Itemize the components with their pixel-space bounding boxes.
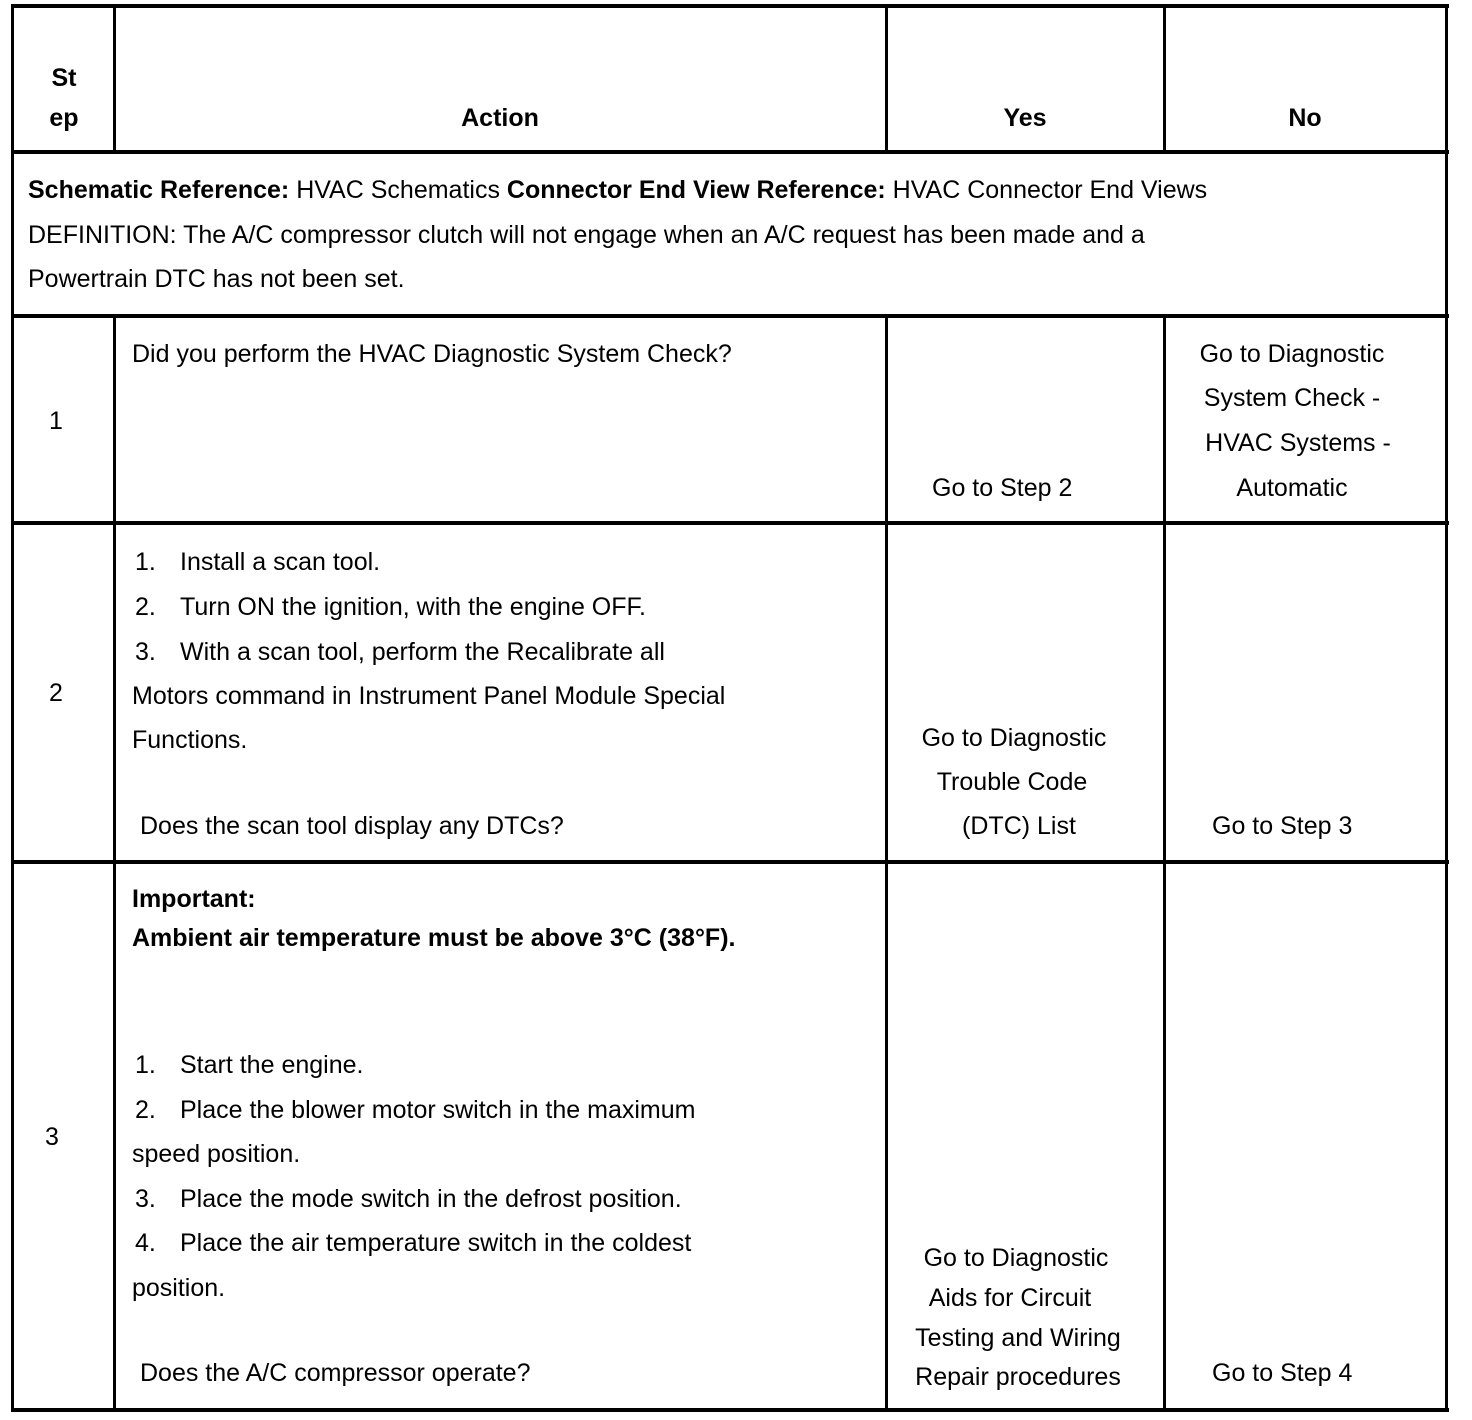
reference-divider [11,314,1449,318]
action-question: Does the A/C compressor operate? [140,1359,531,1387]
no-go-to-step-4-link[interactable]: Go to Step 4 [1212,1359,1353,1387]
no-go-to-step-3-link[interactable]: Go to Step 3 [1212,812,1353,840]
header-yes: Yes [1003,104,1047,132]
yes-line: Trouble Code [936,768,1088,796]
no-line: Go to Diagnostic [1199,340,1385,368]
list-item-number: 4. [135,1229,156,1257]
row-1-divider [11,521,1449,525]
list-item-text: Turn ON the ignition, with the engine OFF. [180,593,646,621]
column-divider-step-body [113,316,116,1412]
list-item-text: Start the engine. [180,1051,364,1079]
list-item-continuation: Functions. [132,726,248,754]
list-item-text: With a scan tool, perform the Recalibrate all [180,638,665,666]
header-no: No [1288,104,1322,132]
action-question: Did you perform the HVAC Diagnostic System Check? [132,340,732,368]
list-item-number: 3. [135,1185,156,1213]
yes-line: Aids for Circuit [928,1284,1092,1312]
connector-reference-link[interactable]: HVAC Connector End Views [892,176,1208,204]
yes-line: (DTC) List [962,812,1076,840]
column-divider-action-body [885,316,888,1412]
schematic-reference-link[interactable]: HVAC Schematics [296,176,500,204]
table-border-right [1445,4,1448,1412]
list-item-number: 2. [135,1096,156,1124]
no-line: HVAC Systems - [1205,429,1391,457]
table-border-top [11,4,1449,8]
list-item-continuation: Motors command in Instrument Panel Module Special [132,682,726,710]
list-item-text: Place the mode switch in the defrost position. [180,1185,682,1213]
definition-line-2: Powertrain DTC has not been set. [28,265,405,293]
step-number: 1 [49,407,63,435]
header-step-line2: ep [49,104,79,132]
definition-line-1: DEFINITION: The A/C compressor clutch will not engage when an A/C request has been made and a [28,221,1145,249]
yes-line: Go to Diagnostic [923,1244,1109,1272]
header-divider [11,150,1449,154]
no-line: Automatic [1236,474,1348,502]
list-item-number: 2. [135,593,156,621]
list-item-number: 1. [135,548,156,576]
reference-line [28,175,1207,205]
schematic-reference-label: Schematic Reference: [28,176,290,204]
step-number: 3 [45,1123,59,1151]
row-2-divider [11,860,1449,864]
header-step-line1: St [51,64,77,92]
list-item-continuation: position. [132,1274,226,1302]
table-border-left [11,4,14,1412]
list-item-text: Install a scan tool. [180,548,381,576]
connector-reference-label: Connector End View Reference: [506,176,886,204]
yes-line: Testing and Wiring [915,1324,1121,1352]
list-item-text: Place the blower motor switch in the maximum [180,1096,696,1124]
important-text: Ambient air temperature must be above 3°C (38°F). [132,924,736,952]
list-item-number: 1. [135,1051,156,1079]
list-item-text: Place the air temperature switch in the coldest [180,1229,692,1257]
yes-line: Repair procedures [915,1363,1121,1391]
header-action: Action [461,104,539,132]
no-line: System Check - [1203,384,1381,412]
step-number: 2 [49,679,63,707]
important-label: Important: [132,885,256,913]
yes-go-to-step-2-link[interactable]: Go to Step 2 [932,474,1073,502]
yes-line: Go to Diagnostic [921,724,1107,752]
list-item-number: 3. [135,638,156,666]
table-border-bottom [11,1408,1449,1412]
action-question: Does the scan tool display any DTCs? [140,812,564,840]
list-item-continuation: speed position. [132,1140,301,1168]
